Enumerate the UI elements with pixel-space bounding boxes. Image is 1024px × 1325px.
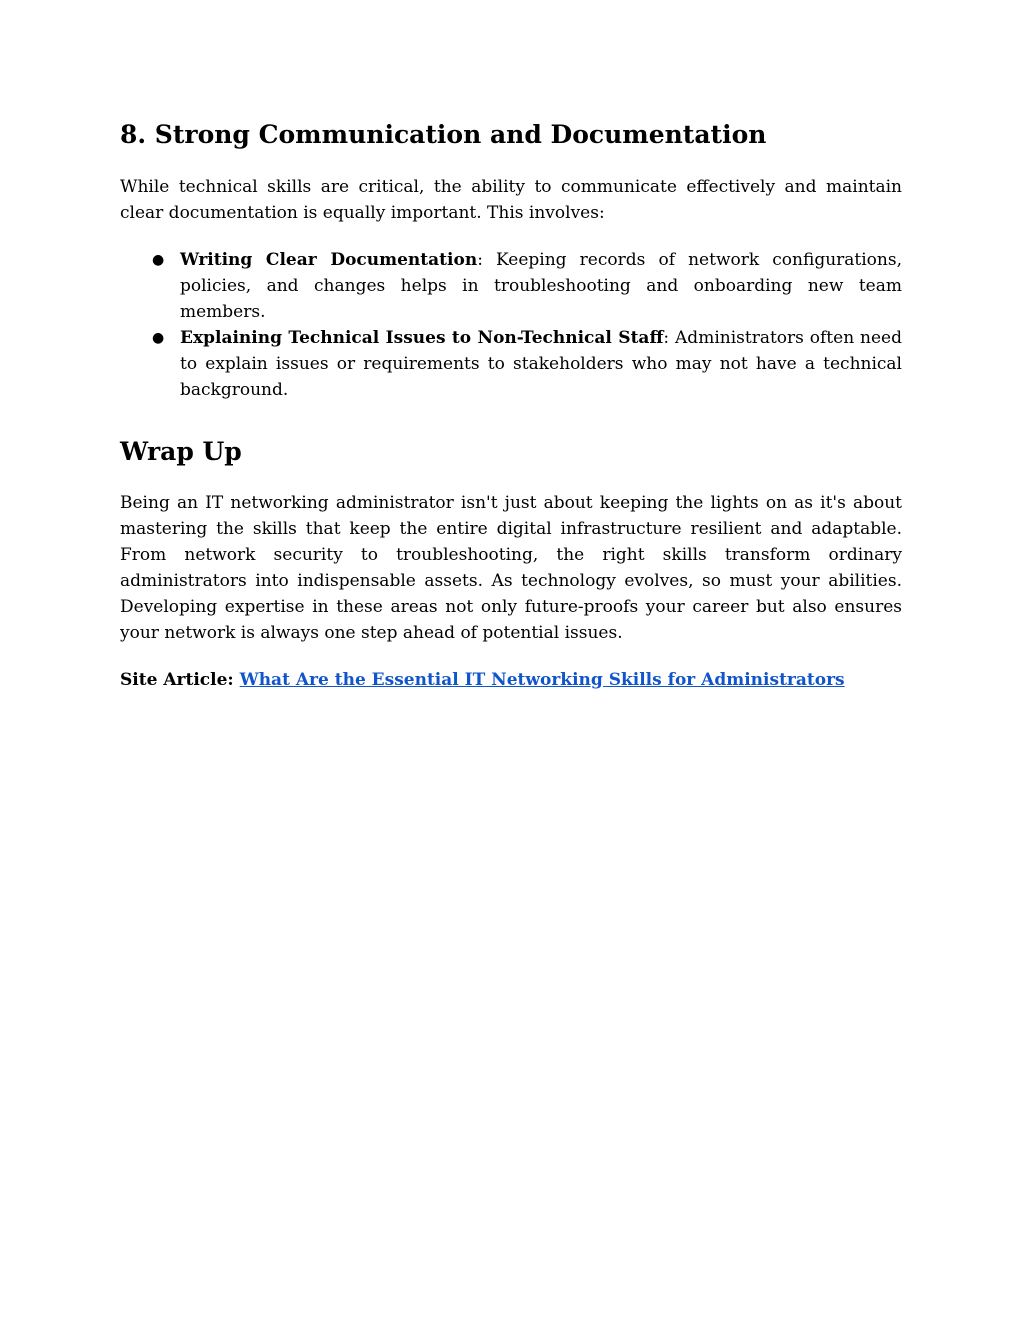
bullet-list	[120, 247, 902, 403]
list-item	[120, 247, 902, 325]
list-item-text: : Administrators often need to explain issues or requirements to stakeholders who may not have a technical background.	[180, 328, 902, 400]
wrap-up-heading: Wrap Up	[120, 437, 242, 466]
wrap-up-paragraph: Being an IT networking administrator isn't just about keeping the lights on as it's about mastering the skills that keep the entire digital infrastructure resilient and adaptable. From network security to troubleshooting, the right skills transform ordinary administrators into indispensable assets. As technology evolves, so must your abilities. Developing expertise in these areas not only future-proofs your career but also ensures your network is always one step ahead of potential issues.	[120, 493, 902, 643]
list-item	[120, 325, 902, 403]
site-article	[120, 667, 920, 693]
section-heading: 8. Strong Communication and Documentation	[120, 120, 767, 149]
list-item-title: Writing Clear Documentation	[180, 250, 478, 270]
list-item-title: Explaining Technical Issues to Non-Technical Staff	[180, 328, 664, 348]
site-article-link[interactable]: What Are the Essential IT Networking Skills for Administrators	[239, 670, 845, 690]
section-intro: While technical skills are critical, the ability to communicate effectively and maintain clear documentation is equally important. This involves:	[120, 177, 902, 223]
site-article-label: Site Article:	[120, 670, 240, 690]
bullet-icon: ●	[152, 252, 165, 268]
list-item-text: : Keeping records of network configurations, policies, and changes helps in troubleshooting and onboarding new team members.	[180, 250, 902, 322]
bullet-icon: ●	[152, 330, 165, 346]
